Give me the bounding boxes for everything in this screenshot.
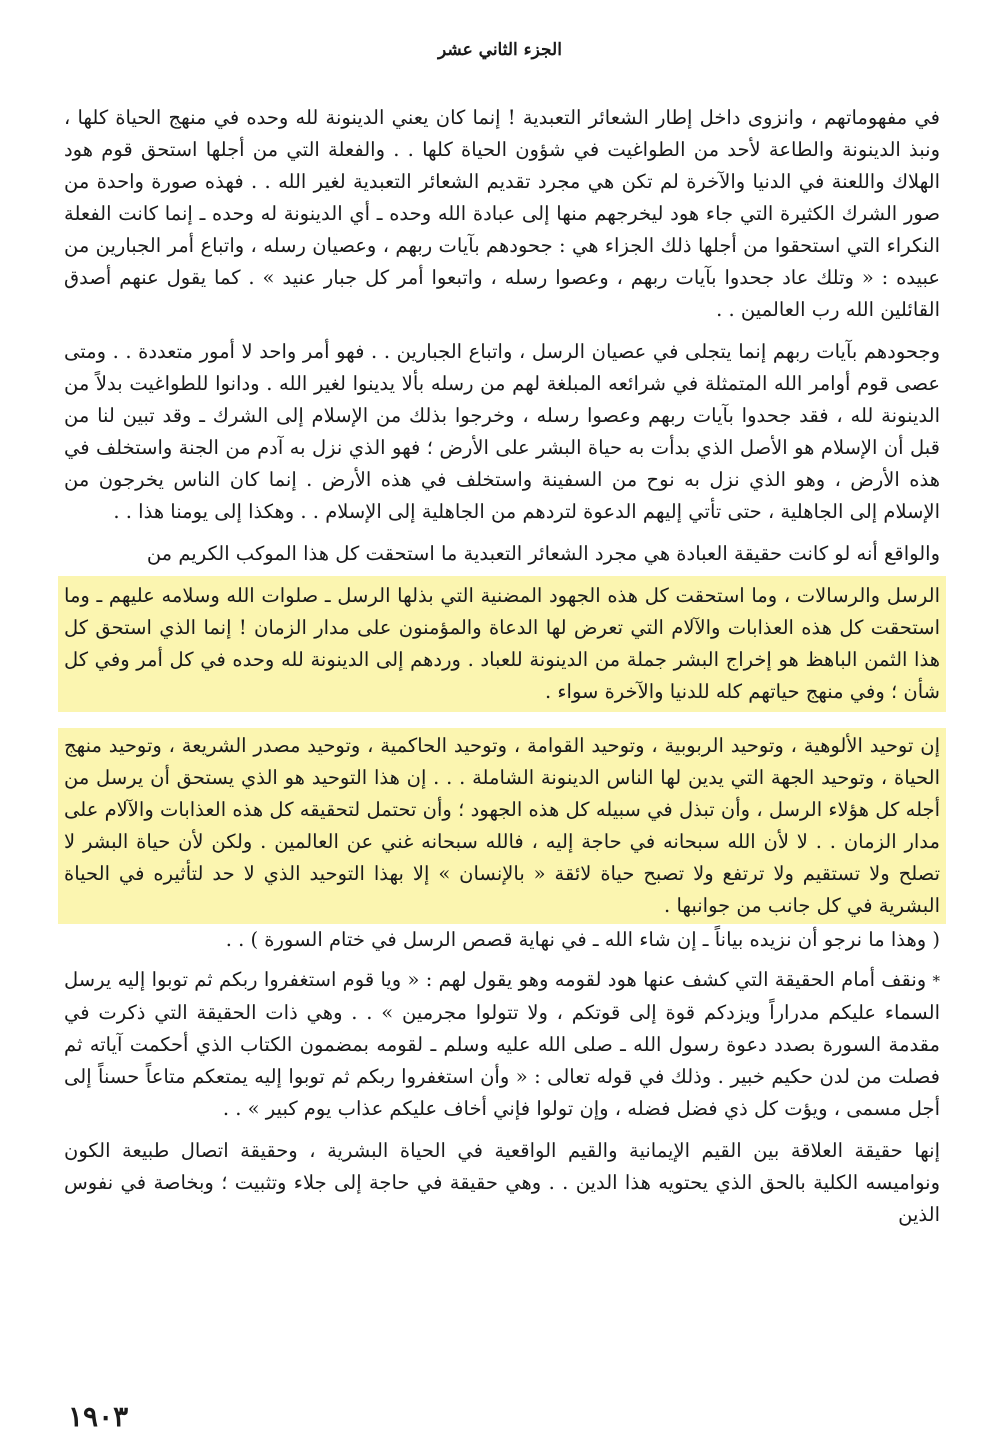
paragraph-5: إنها حقيقة العلاقة بين القيم الإيمانية والقيم الواقعية في الحياة البشرية ، وحقيقة اتصال طبيعة الكون ونواميسه الكلية بالحق الذي يحتويه هذا الدين . . وهي حقيقة في حاجة إلى جلاء وتثبيت ؛ وبخاصة في نفوس الذين — [64, 1139, 940, 1226]
paragraph-4-text: ونقف أمام الحقيقة التي كشف عنها هود لقومه وهو يقول لهم : « ويا قوم استغفروا ربكم ثم توبوا إليه يرسل السماء عليكم مدراراً ويزدكم قوة إلى قوتكم ، ولا تتولوا مجرمين » . . وهي ذات الحقيقة التي ذكرت في مقدمة السورة بصدد دعوة رسول الله ـ صلى الله عليه وسلم ـ لقومه بمضمون الكتاب الذي أحكمت آياته ثم فصلت من لدن حكيم خبير . وذلك في قوله تعالى : « وأن استغفروا ربكم ثم توبوا إليه يمتعكم متاعاً حسناً إلى أجل مسمى ، ويؤت كل ذي فضل فضله ، وإن تولوا فإني أخاف عليكم عذاب يوم كبير » . . — [64, 968, 940, 1120]
paragraph-2: وجحودهم بآيات ربهم إنما يتجلى في عصيان الرسل ، واتباع الجبارين . . فهو أمر واحد لا أمور متعددة . . ومتى عصى قوم أوامر الله المتمثلة في شرائعه المبلغة لهم من رسله بألا يدينوا لغير الله . ودانوا للطواغيت بدلاً من الدينونة لله ، فقد جحدوا بآيات ربهم وعصوا رسله ، وخرجوا بذلك من الإسلام إلى الشرك ـ وقد تبين لنا من قبل أن الإسلام هو الأصل الذي بدأت به حياة البشر على الأرض ؛ فهو الذي نزل به آدم من الجنة واستخلف في هذه الأرض ، وهو الذي نزل به نوح من السفينة واستخلف في هذه الأرض . إنما كان الناس يخرجون من الإسلام إلى الجاهلية ، حتى تأتي إليهم الدعوة لتردهم من الجاهلية إلى الإسلام . . وهكذا إلى يومنا هذا . . — [64, 340, 940, 523]
highlighted-passage-1: الرسل والرسالات ، وما استحقت كل هذه الجهود المضنية التي بذلها الرسل ـ صلوات الله وسلامه عليهم ـ وما استحقت كل هذه العذابات والآلام التي تعرض لها الدعاة والمؤمنون على مدار الزمان ! إنما الذي استحق كل هذا الثمن الباهظ هو إخراج البشر جملة من الدينونة للعباد . وردهم إلى الدينونة لله وحده في كل أمر وفي كل شأن ؛ وفي منهج حياتهم كله للدنيا والآخرة سواء . — [58, 576, 946, 712]
paragraph-1: في مفهوماتهم ، وانزوى داخل إطار الشعائر التعبدية ! إنما كان يعني الدينونة لله وحده في منهج الحياة كلها ، ونبذ الدينونة والطاعة لأحد من الطواغيت في شؤون الحياة كلها . . والفعلة التي من أجلها استحق قوم هود الهلاك واللعنة في الدنيا والآخرة لم تكن هي مجرد تقديم الشعائر التعبدية لغير الله . . فهذه صورة واحدة من صور الشرك الكثيرة التي جاء هود ليخرجهم منها إلى عبادة الله وحده ـ أي الدينونة له وحده ـ إنما كانت الفعلة النكراء التي استحقوا من أجلها ذلك الجزاء هي : جحودهم بآيات ربهم ، وعصيان رسله ، واتباع أمر الجبارين من عبيده : « وتلك عاد جحدوا بآيات ربهم ، وعصوا رسله ، واتبعوا أمر كل جبار عنيد » . كما يقول عنهم أصدق القائلين الله رب العالمين . . — [64, 106, 940, 321]
paragraph-3-opening: والواقع أنه لو كانت حقيقة العبادة هي مجرد الشعائر التعبدية ما استحقت كل هذا الموكب الكريم من — [146, 542, 940, 565]
section-star-mark: * — [932, 972, 940, 990]
paragraph-aside: ( وهذا ما نرجو أن نزيده بياناً ـ إن شاء الله ـ في نهاية قصص الرسل في ختام السورة ) . . — [225, 928, 940, 951]
paragraph-4 — [64, 964, 940, 1125]
highlighted-passage-2: إن توحيد الألوهية ، وتوحيد الربوبية ، وتوحيد القوامة ، وتوحيد الحاكمية ، وتوحيد مصدر الشريعة ، وتوحيد منهج الحياة ، وتوحيد الجهة التي يدين لها الناس الدينونة الشاملة . . . إن هذا التوحيد هو الذي يستحق أن يرسل من أجله كل هؤلاء الرسل ، وأن تبذل في سبيله كل هذه الجهود ؛ وأن تحتمل لتحقيقه كل هذه العذابات والآلام على مدار الزمان . . لا لأن الله سبحانه في حاجة إليه ، فالله سبحانه غني عن العالمين . ولكن لأن حياة البشر لا تصلح ولا تستقيم ولا ترتفع ولا تصبح حياة لائقة « بالإنسان » إلا بهذا التوحيد الذي لا حد لتأثيره في الحياة البشرية في كل جانب من جوانبها . — [58, 728, 946, 924]
page-body — [64, 102, 940, 1231]
running-header: الجزء الثاني عشر — [438, 40, 562, 60]
page-number: ١٩٠٣ — [68, 1400, 129, 1433]
